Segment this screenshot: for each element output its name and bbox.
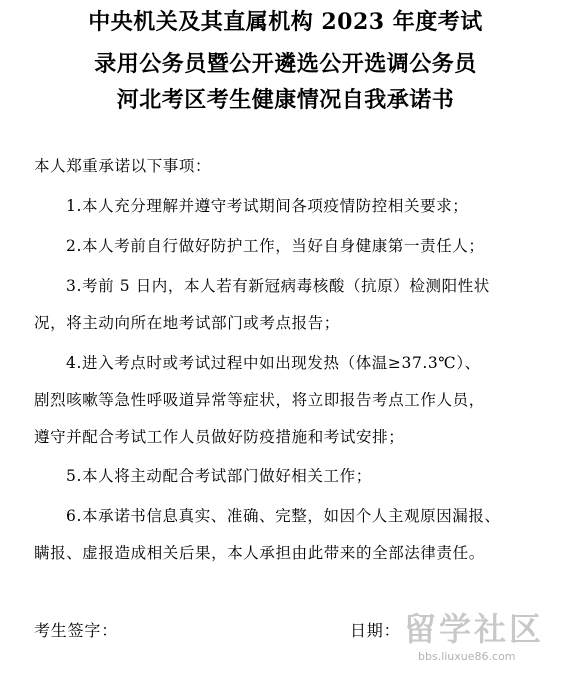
intro-text: 本人郑重承诺以下事项： [34, 157, 212, 175]
signature-label: 考生签字： [34, 621, 119, 640]
item-6-line-1: 6.本承诺书信息真实、准确、完整，如因个人主观原因漏报、 [66, 507, 501, 525]
item-3-line-1: 3.考前 5 日内，本人若有新冠病毒核酸（抗原）检测阳性状 [66, 277, 490, 295]
item-6-line-2: 瞒报、虚报造成相关后果，本人承担由此带来的全部法律责任。 [34, 544, 485, 562]
date-label: 日期： [350, 621, 401, 640]
item-2: 2.本人考前自行做好防护工作，当好自身健康第一责任人； [66, 237, 485, 255]
document-title-line-3: 河北考区考生健康情况自我承诺书 [116, 87, 455, 113]
item-3-line-2: 况，将主动向所在地考试部门或考点报告； [34, 314, 340, 332]
item-5: 5.本人将主动配合考试部门做好相关工作； [66, 467, 372, 485]
item-4-line-3: 遵守并配合考试工作人员做好防疫措施和考试安排； [34, 428, 405, 446]
item-1: 1.本人充分理解并遵守考试期间各项疫情防控相关要求； [66, 197, 469, 215]
site-watermark [398, 608, 568, 670]
document-title-line-1: 中央机关及其直属机构 2023 年度考试 [88, 9, 483, 35]
document-title-line-2: 录用公务员暨公开遴选公开选调公务员 [94, 51, 477, 77]
watermark-logo-text: 留学社区 [404, 610, 545, 648]
item-4-line-2: 剧烈咳嗽等急性呼吸道异常等症状，将立即报告考点工作人员， [34, 391, 485, 409]
item-4-line-1: 4.进入考点时或考试过程中如出现发热（体温≥37.3℃）、 [66, 354, 481, 372]
watermark-url: bbs.liuxue86.com [418, 650, 516, 663]
